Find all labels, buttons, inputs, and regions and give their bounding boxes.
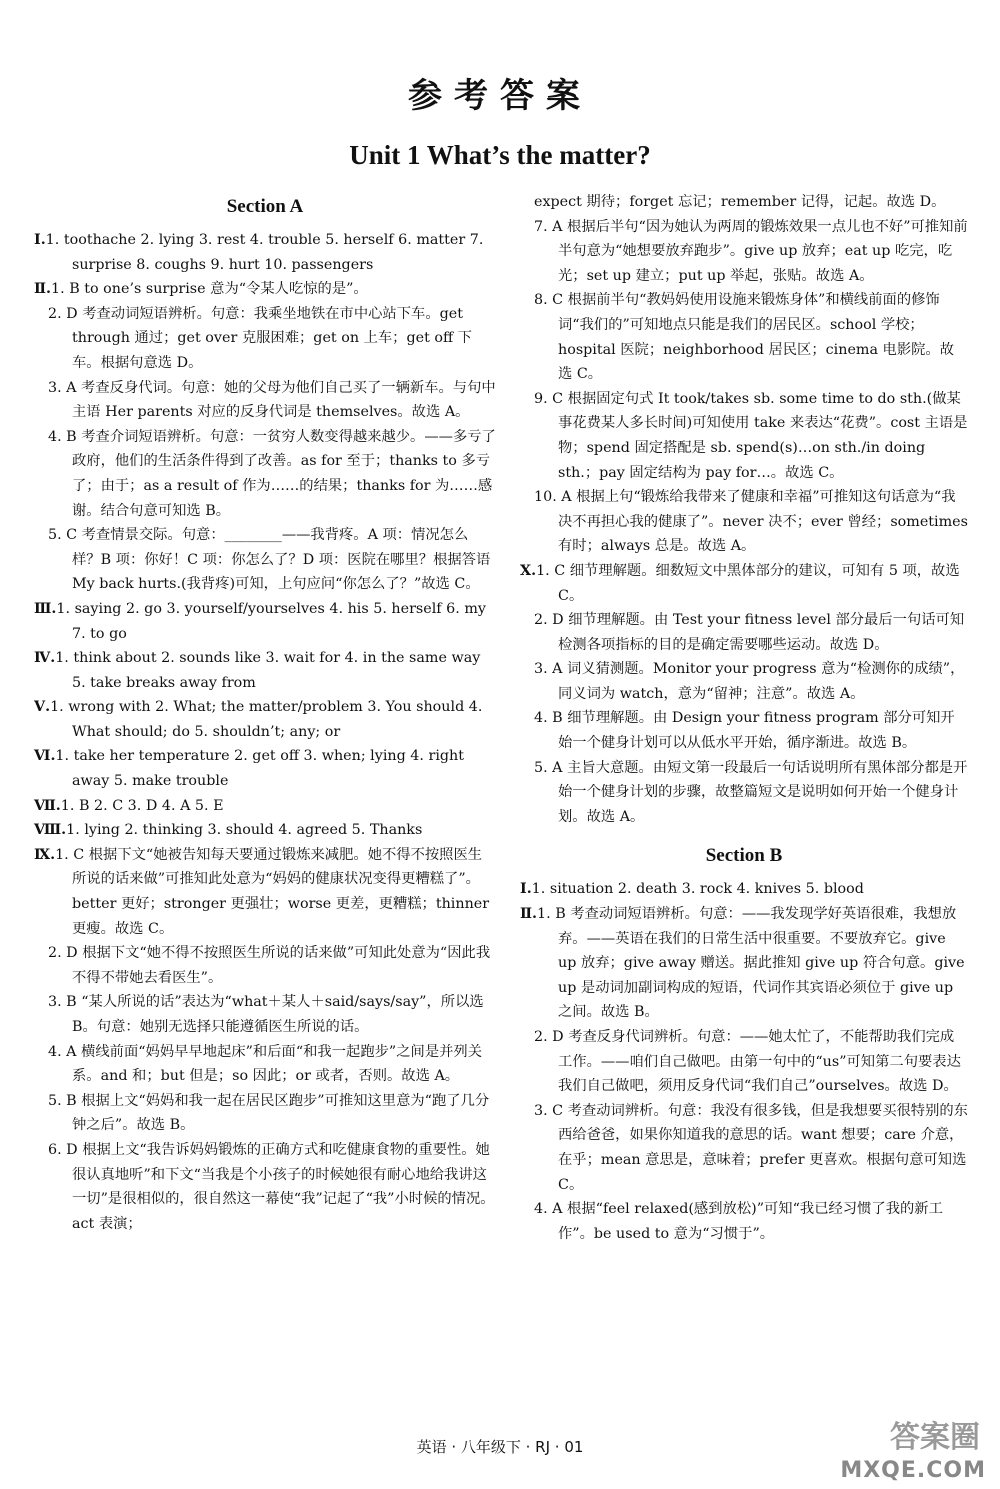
question-group-label: Ⅰ. (520, 881, 532, 898)
question-group-label: Ⅸ. (34, 846, 56, 863)
answer-line (520, 706, 968, 755)
right-answer-list-top (520, 190, 968, 829)
answer-text: 1. saying 2. go 3. yourself/yourselves 4. his 5. herself 6. my 7. to go (56, 600, 486, 642)
answer-line (34, 941, 496, 990)
answer-text: 2. D 考查动词短语辨析。句意：我乘坐地铁在市中心站下车。get through 通过；get over 克服困难；get on 上车；get off 下车。根据句意选 D。 (48, 305, 472, 371)
answer-text: 3. B “某人所说的话”表达为“what＋某人＋said/says/say”，所以选 B。句意：她别无选择只能遵循医生所说的话。 (48, 994, 484, 1035)
answer-line (520, 1099, 968, 1197)
section-a-heading: Section A (226, 196, 304, 217)
answer-line (34, 228, 496, 277)
answer-line (34, 1138, 496, 1236)
question-group-label: Ⅴ. (34, 699, 51, 716)
answer-line (520, 1197, 968, 1246)
answer-text: 9. C 根据固定句式 It took/takes sb. some time to do sth.(做某事花费某人多长时间)可知使用 take 来表达“花费”。cost 主语是物；spend 固定搭配是 sb. spend(s)…on sth./in doing sth.；pay 固定结构为 pay for…。故选 C。 (534, 390, 968, 481)
answer-line (520, 215, 968, 289)
question-group-label: Ⅱ. (34, 281, 52, 298)
question-group-label: Ⅰ. (34, 232, 46, 248)
answer-text: 5. C 考查情景交际。句意：________——我背疼。A 项：情况怎么样？B 项：你好！C 项：你怎么了？D 项：医院在哪里？根据答语 My back hurts.(我背疼)可知，上句应问“你怎么了？”故选 C。 (48, 527, 491, 593)
answer-text: 1. B 2. C 3. D 4. A 5. E (60, 797, 224, 814)
question-group-label: Ⅳ. (34, 650, 56, 667)
answer-line (34, 277, 496, 302)
answer-line (34, 794, 496, 819)
answer-text: 1. situation 2. death 3. rock 4. knives 5. blood (531, 881, 864, 898)
question-group-label: Ⅷ. (34, 822, 67, 839)
answer-line (520, 608, 968, 657)
answer-line (520, 1025, 968, 1099)
answer-line (520, 190, 968, 215)
answer-line (34, 744, 496, 793)
watermark-site: MXQE.COM (840, 1458, 986, 1483)
answer-text: 4. B 考查介词短语辨析。句意：一贫穷人数变得越来越少。——多亏了政府，他们的生活条件得到了改善。as for 至于；thanks to 多亏了；由于；as a result of 作为……的结果；thanks for 为……感谢。结合句意可知选 B。 (48, 428, 496, 519)
answer-line (520, 559, 968, 608)
answer-line (520, 657, 968, 706)
answer-line (520, 902, 968, 1025)
answer-line (34, 376, 496, 425)
watermark-logo: 答案圈 (890, 1420, 980, 1455)
answer-text: 8. C 根据前半句“教妈妈使用设施来锻炼身体”和横线前面的修饰词“我们的”可知地点只能是我们的居民区。school 学校；hospital 医院；neighborhood 居民区；cinema 电影院。故选 C。 (534, 292, 955, 383)
question-group-label: Ⅱ. (520, 906, 538, 923)
page-title: 参考答案 (408, 76, 592, 116)
answer-text: 2. D 考查反身代词辨析。句意：——她太忙了，不能帮助我们完成工作。——咱们自己做吧。由第一句中的“us”可知第二句要表达我们自己做吧，须用反身代词“我们自己”ourselves。故选 D。 (534, 1029, 961, 1095)
answer-text: 7. A 根据后半句“因为她认为两周的锻炼效果一点儿也不好”可推知前半句意为“她想要放弃跑步”。give up 放弃；eat up 吃完，吃光；set up 建立；put up 举起，张贴。故选 A。 (534, 218, 968, 284)
answer-line (34, 646, 496, 695)
question-group-label: Ⅹ. (520, 562, 537, 579)
answer-line (34, 597, 496, 646)
answer-text: 1. B to one’s surprise 意为“令某人吃惊的是”。 (51, 281, 368, 298)
answer-text: 1. wrong with 2. What; the matter/problem 3. You should 4. What should; do 5. shouldn’t; any; or (50, 699, 483, 740)
right-answer-list-bottom (520, 877, 968, 1246)
answer-text: 4. A 根据“feel relaxed(感到放松)”可知“我已经习惯了我的新工作”。be used to 意为“习惯于”。 (534, 1201, 943, 1242)
answer-text: 1. B 考查动词短语辨析。句意：——我发现学好英语很难，我想放弃。——英语在我们的日常生活中很重要。不要放弃它。give up 放弃；give away 赠送。据此推知 give up 符合句意。give up 是动词加副词构成的短语，代词作其宾语必须位于 give up 之间。故选 B。 (537, 906, 965, 1021)
answer-text: 4. A 横线前面“妈妈早早地起床”和后面“和我一起跑步”之间是并列关系。and 和；but 但是；so 因此；or 或者，否则。故选 A。 (48, 1043, 483, 1085)
answer-text: expect 期待；forget 忘记；remember 记得，记起。故选 D。 (534, 194, 946, 210)
right-column (520, 190, 968, 1246)
answer-text: 2. D 细节理解题。由 Test your fitness level 部分最后一句话可知检测各项指标的目的是确定需要哪些运动。故选 D。 (534, 612, 965, 653)
question-group-label: Ⅵ. (34, 748, 56, 765)
answer-text: 3. A 词义猜测题。Monitor your progress 意为“检测你的成绩”，同义词为 watch，意为“留神；注意”。故选 A。 (534, 661, 965, 702)
answer-text: 3. A 考查反身代词。句意：她的父母为他们自己买了一辆新车。与句中主语 Her parents 对应的反身代词是 themselves。故选 A。 (48, 379, 496, 421)
answer-line (34, 523, 496, 597)
answer-text: 1. think about 2. sounds like 3. wait for 4. in the same way 5. take breaks away from (55, 650, 481, 691)
answer-line (34, 302, 496, 376)
answer-text: 10. A 根据上句“锻炼给我带来了健康和幸福”可推知这句话意为“我决不再担心我的健康了”。never 决不；ever 曾经；sometimes 有时；always 总是。故选 A。 (534, 489, 968, 555)
answer-text: 1. take her temperature 2. get off 3. when; lying 4. right away 5. make trouble (55, 748, 465, 790)
answer-text: 4. B 细节理解题。由 Design your fitness program 部分可知开始一个健身计划可以从低水平开始，循序渐进。故选 B。 (534, 710, 955, 752)
answer-text: 2. D 根据下文“她不得不按照医生所说的话来做”可知此处意为“因此我不得不带她去看医生”。 (48, 945, 491, 986)
question-group-label: Ⅶ. (34, 797, 61, 814)
answer-line (34, 1040, 496, 1089)
answer-text: 1. toothache 2. lying 3. rest 4. trouble 5. herself 6. matter 7. surprise 8. coughs 9. hurt 10. passengers (45, 232, 484, 273)
answer-line (34, 990, 496, 1039)
question-group-label: Ⅲ. (34, 600, 57, 617)
unit-title: Unit 1 What’s the matter? (349, 140, 651, 170)
answer-text: 5. B 根据上文“妈妈和我一起在居民区跑步”可推知这里意为“跑了几分钟之后”。故选 B。 (48, 1092, 490, 1134)
page-footer: 英语 · 八年级下 · RJ · 01 (416, 1438, 584, 1456)
answer-line (34, 425, 496, 523)
answer-line (34, 1089, 496, 1138)
answer-text: 3. C 考查动词辨析。句意：我没有很多钱，但是我想要买很特别的东西给爸爸，如果你知道我的意思的话。want 想要；care 介意，在乎；mean 意思是，意味着；prefer 更喜欢。根据句意可知选 C。 (534, 1102, 968, 1193)
answer-line (520, 485, 968, 559)
left-answer-list (34, 228, 496, 1236)
answer-text: 5. A 主旨大意题。由短文第一段最后一句话说明所有黑体部分都是开始一个健身计划的步骤，故整篇短文是说明如何开始一个健身计划。故选 A。 (534, 759, 968, 825)
section-b-heading: Section B (705, 845, 783, 867)
answer-line (34, 695, 496, 744)
answer-text: 1. lying 2. thinking 3. should 4. agreed 5. Thanks (66, 822, 423, 839)
left-column (34, 190, 496, 1236)
answer-text: 1. C 细节理解题。细数短文中黑体部分的建议，可知有 5 项，故选 C。 (536, 562, 960, 604)
answer-line (34, 818, 496, 843)
answer-line (520, 877, 968, 902)
answer-line (520, 756, 968, 830)
answer-line (520, 288, 968, 386)
answer-text: 1. C 根据下文“她被告知每天要通过锻炼来减肥。她不得不按照医生所说的话来做”可推知此处意为“妈妈的健康状况变得更糟糕了”。better 更好；stronger 更强壮；worse 更差，更糟糕；thinner 更瘦。故选 C。 (55, 846, 490, 937)
answer-line (34, 843, 496, 941)
answer-text: 6. D 根据上文“我告诉妈妈锻炼的正确方式和吃健康食物的重要性。她很认真地听”和下文“当我是个小孩子的时候她很有耐心地给我讲这一切”是很相似的，很自然这一幕使“我”记起了“我”小时候的情况。act 表演； (48, 1141, 495, 1232)
answer-line (520, 387, 968, 485)
